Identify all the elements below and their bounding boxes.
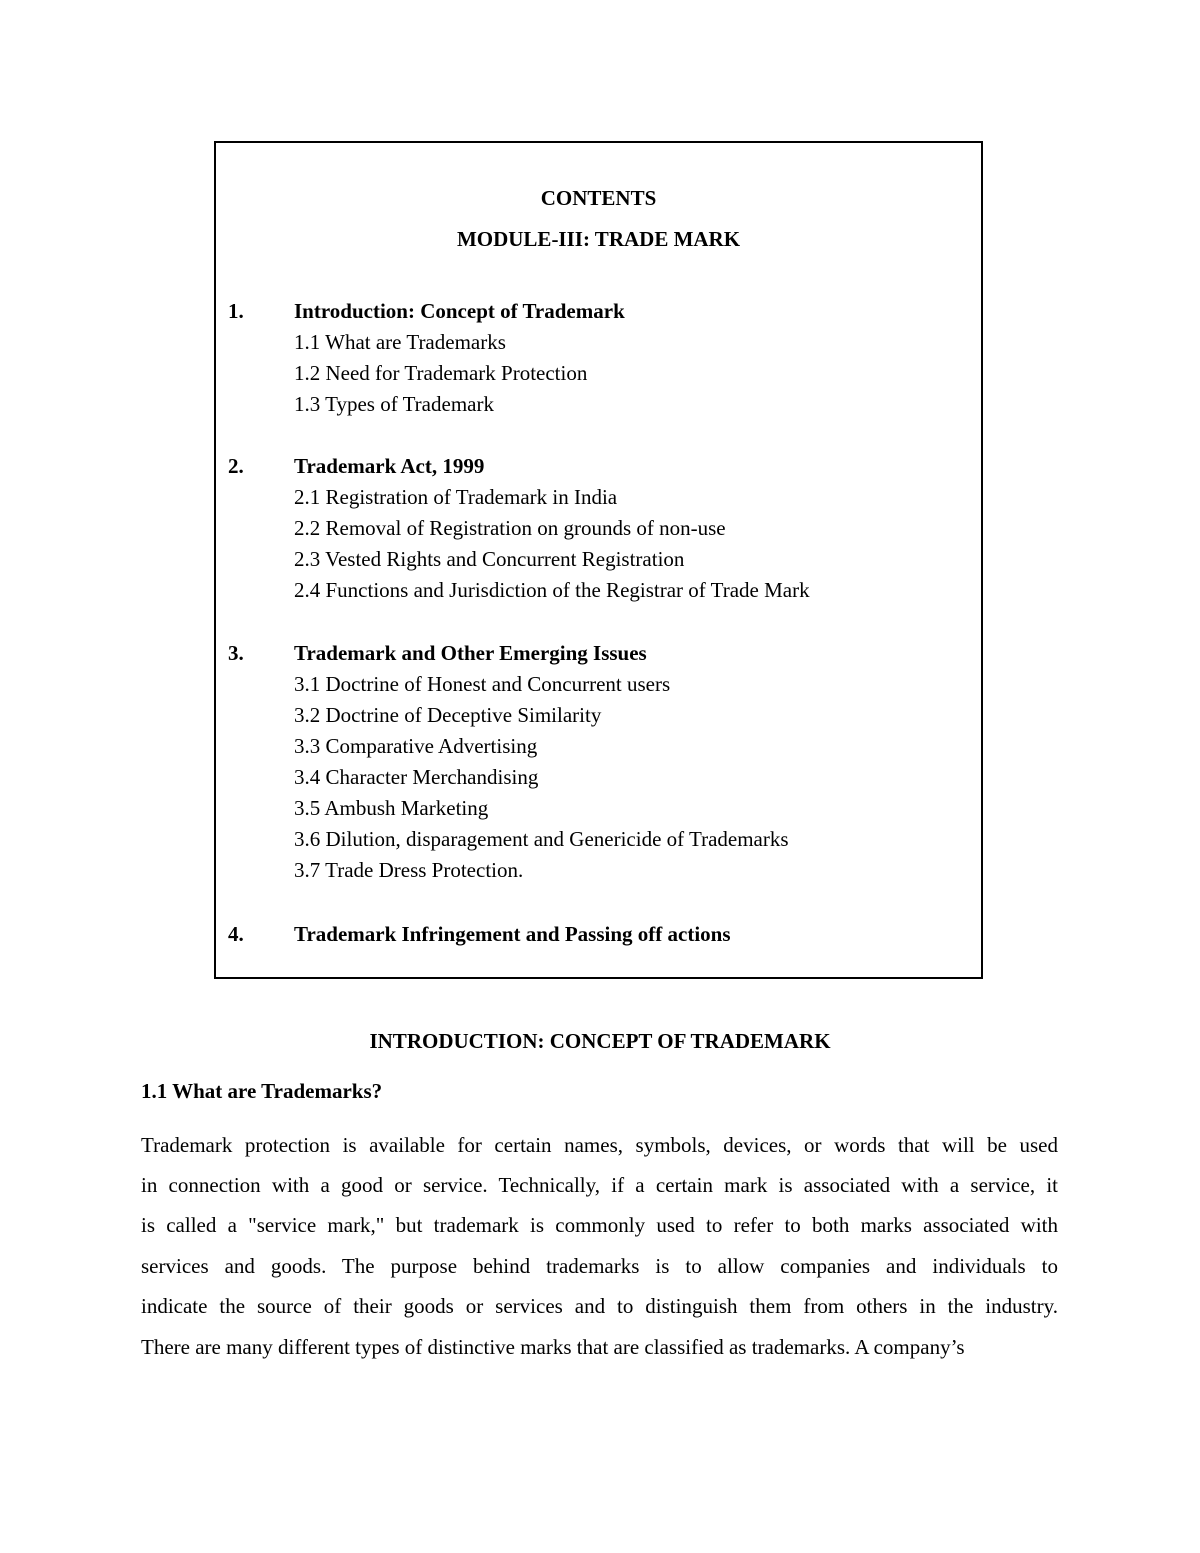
toc-section-heading: Trademark Act, 1999 xyxy=(294,454,485,478)
toc-section-heading: Trademark Infringement and Passing off actions xyxy=(294,922,731,946)
contents-title: CONTENTS xyxy=(540,186,657,210)
toc-section-heading: Introduction: Concept of Trademark xyxy=(294,299,625,323)
toc-item: 1.3 Types of Trademark xyxy=(294,392,494,416)
section-heading: INTRODUCTION: CONCEPT OF TRADEMARK xyxy=(369,1029,831,1053)
contents-box xyxy=(214,141,983,979)
toc-item: 3.5 Ambush Marketing xyxy=(294,796,489,820)
toc-item: 1.1 What are Trademarks xyxy=(294,330,506,354)
toc-section-number: 3. xyxy=(228,641,244,665)
toc-item: 3.3 Comparative Advertising xyxy=(294,734,538,758)
toc-item: 2.2 Removal of Registration on grounds of non-use xyxy=(294,516,726,540)
paragraph-line: indicate the source of their goods or services and to distinguish them from others in the industry. xyxy=(141,1294,1058,1318)
toc-section-number: 4. xyxy=(228,922,244,946)
toc-item: 2.4 Functions and Jurisdiction of the Registrar of Trade Mark xyxy=(294,578,810,602)
toc-item: 2.3 Vested Rights and Concurrent Registration xyxy=(294,547,685,571)
toc-item: 3.4 Character Merchandising xyxy=(294,765,539,789)
toc-item: 1.2 Need for Trademark Protection xyxy=(294,361,588,385)
toc-item: 3.6 Dilution, disparagement and Genericide of Trademarks xyxy=(294,827,789,851)
toc-item: 3.1 Doctrine of Honest and Concurrent users xyxy=(294,672,671,696)
paragraph-line: is called a "service mark," but trademark is commonly used to refer to both marks associated with xyxy=(141,1213,1058,1237)
toc-section-heading: Trademark and Other Emerging Issues xyxy=(294,641,647,665)
paragraph-line: in connection with a good or service. Technically, if a certain mark is associated with a service, it xyxy=(141,1173,1058,1197)
toc-section-number: 2. xyxy=(228,454,244,478)
toc-section-number: 1. xyxy=(228,299,244,323)
paragraph-line: services and goods. The purpose behind trademarks is to allow companies and individuals to xyxy=(141,1254,1058,1278)
paragraph-line: Trademark protection is available for certain names, symbols, devices, or words that will be used xyxy=(141,1133,1058,1157)
paragraph-line: There are many different types of distinctive marks that are classified as trademarks. A company’s xyxy=(141,1335,965,1359)
sub-heading: 1.1 What are Trademarks? xyxy=(141,1079,383,1103)
module-title: MODULE-III: TRADE MARK xyxy=(456,227,741,251)
toc-item: 3.2 Doctrine of Deceptive Similarity xyxy=(294,703,602,727)
toc-item: 2.1 Registration of Trademark in India xyxy=(294,485,618,509)
toc-item: 3.7 Trade Dress Protection. xyxy=(294,858,524,882)
